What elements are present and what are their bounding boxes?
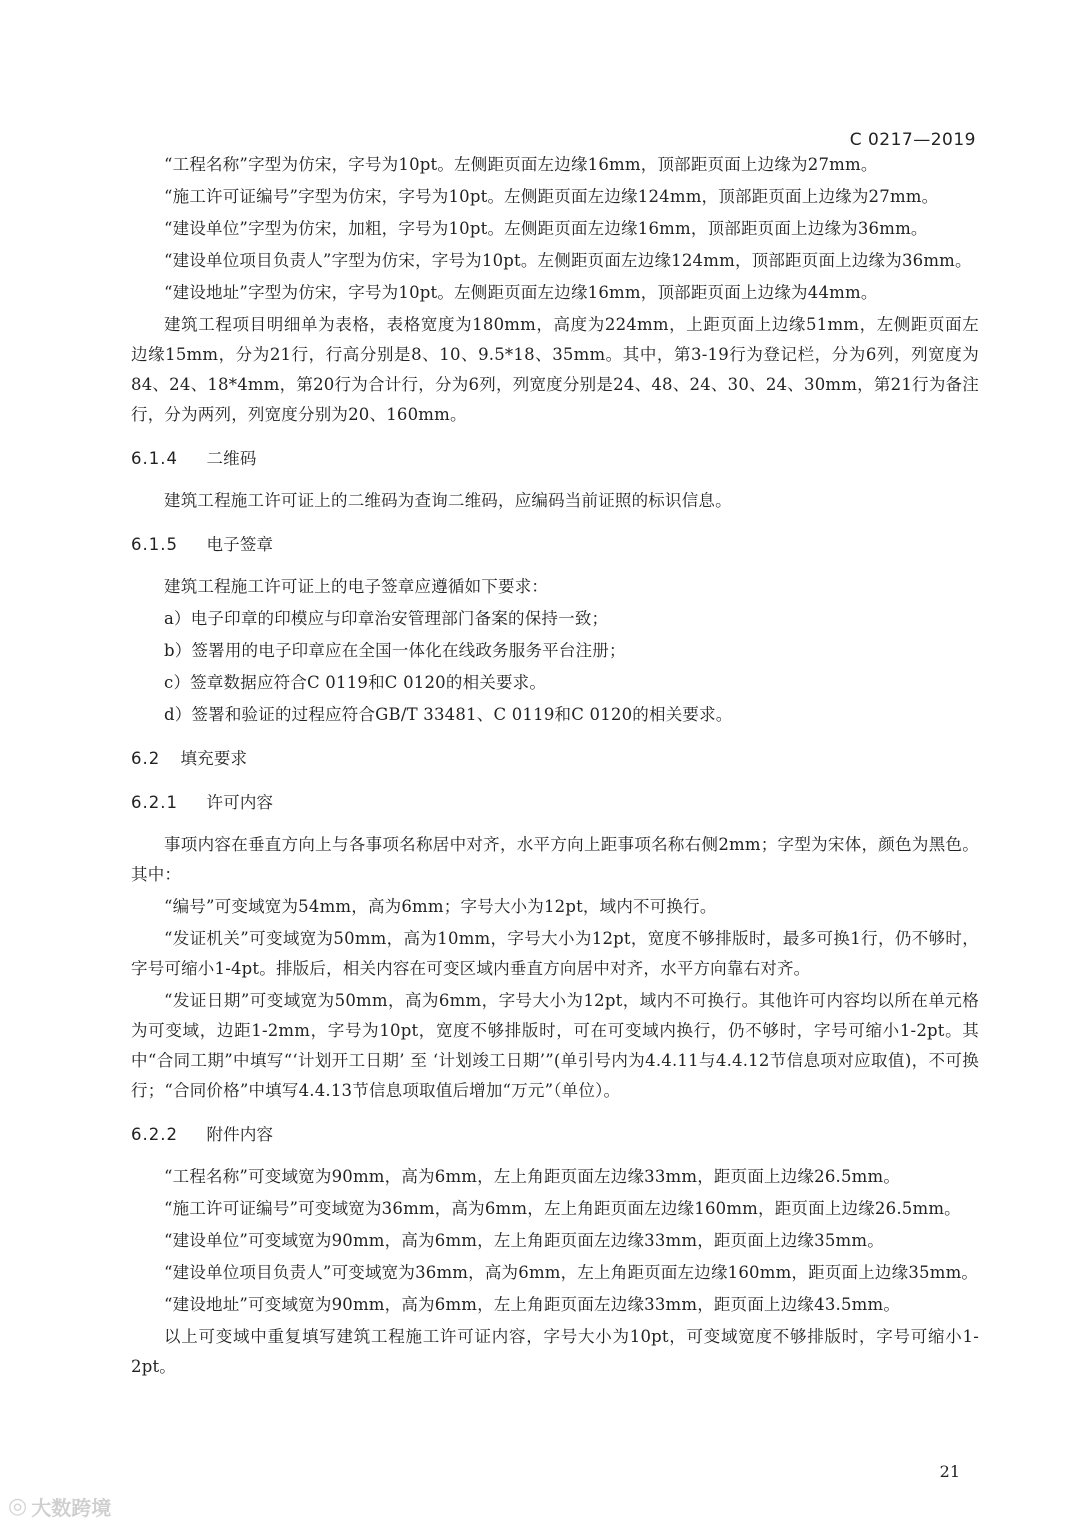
standard-id: C 0217—2019	[849, 130, 976, 150]
section-title: 电子签章	[206, 535, 274, 554]
paragraph: “建设单位项目负责人”字型为仿宋，字号为10pt。左侧距页面左边缘124mm，顶部距页面上边缘为36mm。	[164, 251, 972, 270]
section-title: 附件内容	[206, 1125, 274, 1144]
section-heading-6-2-2	[131, 1120, 979, 1150]
section-title: 填充要求	[180, 749, 248, 768]
watermark-logo-icon: ◎	[8, 1494, 28, 1519]
paragraph: “编号”可变域宽为54mm，高为6mm；字号大小为12pt，域内不可换行。	[164, 897, 717, 916]
page-number: 21	[939, 1462, 960, 1481]
section-heading-6-2	[131, 744, 979, 774]
list-item: c）签章数据应符合C 0119和C 0120的相关要求。	[164, 673, 547, 692]
paragraph: 建筑工程施工许可证上的二维码为查询二维码，应编码当前证照的标识信息。	[164, 491, 732, 510]
paragraph: 建筑工程施工许可证上的电子签章应遵循如下要求：	[164, 577, 549, 596]
paragraph: “工程名称”字型为仿宋，字号为10pt。左侧距页面左边缘16mm，顶部距页面上边缘为27mm。	[164, 155, 878, 174]
section-heading-6-1-4	[131, 444, 979, 474]
paragraph: “发证日期”可变域宽为50mm，高为6mm，字号大小为12pt，域内不可换行。其他许可内容均以所在单元格为可变域，边距1-2mm，字号为10pt，宽度不够排版时，可在可变域内换行，仍不够时，字号可缩小1-2pt。其中“合同工期”中填写“‘计划开工日期’ 至 ‘计划竣工日期’”(单引号内为4.4.11与4.4.12节信息项对应取值)，不可换行；“合同价格”中填写4.4.13节信息项取值后增加“万元”（单位）。	[131, 991, 979, 1100]
paragraph: “建设地址”可变域宽为90mm，高为6mm，左上角距页面左边缘33mm，距页面上边缘43.5mm。	[164, 1295, 901, 1314]
paragraph: “施工许可证编号”字型为仿宋，字号为10pt。左侧距页面左边缘124mm，顶部距页面上边缘为27mm。	[164, 187, 939, 206]
paragraph: “建设地址”字型为仿宋，字号为10pt。左侧距页面左边缘16mm，顶部距页面上边缘为44mm。	[164, 283, 878, 302]
section-number: 6.1.5	[131, 535, 178, 554]
watermark	[8, 1492, 111, 1521]
list-item: a）电子印章的印模应与印章治安管理部门备案的保持一致；	[164, 609, 609, 628]
section-number: 6.1.4	[131, 449, 178, 468]
document-body	[131, 150, 979, 1384]
paragraph: “建设单位”可变域宽为90mm，高为6mm，左上角距页面左边缘33mm，距页面上边缘35mm。	[164, 1231, 884, 1250]
paragraph: “建设单位”字型为仿宋，加粗，字号为10pt。左侧距页面左边缘16mm，顶部距页面上边缘为36mm。	[164, 219, 928, 238]
paragraph: “建设单位项目负责人”可变域宽为36mm，高为6mm，左上角距页面左边缘160mm，距页面上边缘35mm。	[164, 1263, 979, 1282]
section-number: 6.2	[131, 749, 161, 768]
section-title: 二维码	[206, 449, 257, 468]
list-item: d）签署和验证的过程应符合GB/T 33481、C 0119和C 0120的相关要求。	[164, 705, 733, 724]
paragraph: 建筑工程项目明细单为表格，表格宽度为180mm，高度为224mm，上距页面上边缘51mm，左侧距页面左边缘15mm，分为21行，行高分别是8、10、9.5*18、35mm。其中，第3-19行为登记栏，分为6列，列宽度为84、24、18*4mm，第20行为合计行，分为6列，列宽度分别是24、48、24、30、24、30mm，第21行为备注行，分为两列，列宽度分别为20、160mm。	[131, 315, 979, 424]
section-heading-6-1-5	[131, 530, 979, 560]
paragraph: 事项内容在垂直方向上与各事项名称居中对齐，水平方向上距事项名称右侧2mm；字型为宋体，颜色为黑色。其中：	[131, 835, 979, 884]
section-number: 6.2.1	[131, 793, 178, 812]
paragraph: “发证机关”可变域宽为50mm，高为10mm，字号大小为12pt，宽度不够排版时，最多可换1行，仍不够时，字号可缩小1-4pt。排版后，相关内容在可变区域内垂直方向居中对齐，水平方向靠右对齐。	[131, 929, 979, 978]
paragraph: 以上可变域中重复填写建筑工程施工许可证内容，字号大小为10pt，可变域宽度不够排版时，字号可缩小1-2pt。	[131, 1327, 979, 1376]
paragraph: “工程名称”可变域宽为90mm，高为6mm，左上角距页面左边缘33mm，距页面上边缘26.5mm。	[164, 1167, 901, 1186]
section-number: 6.2.2	[131, 1125, 178, 1144]
section-title: 许可内容	[206, 793, 274, 812]
paragraph: “施工许可证编号”可变域宽为36mm，高为6mm，左上角距页面左边缘160mm，距页面上边缘26.5mm。	[164, 1199, 961, 1218]
list-item: b）签署用的电子印章应在全国一体化在线政务服务平台注册；	[164, 641, 626, 660]
watermark-text: 大数跨境	[31, 1496, 112, 1520]
section-heading-6-2-1	[131, 788, 979, 818]
